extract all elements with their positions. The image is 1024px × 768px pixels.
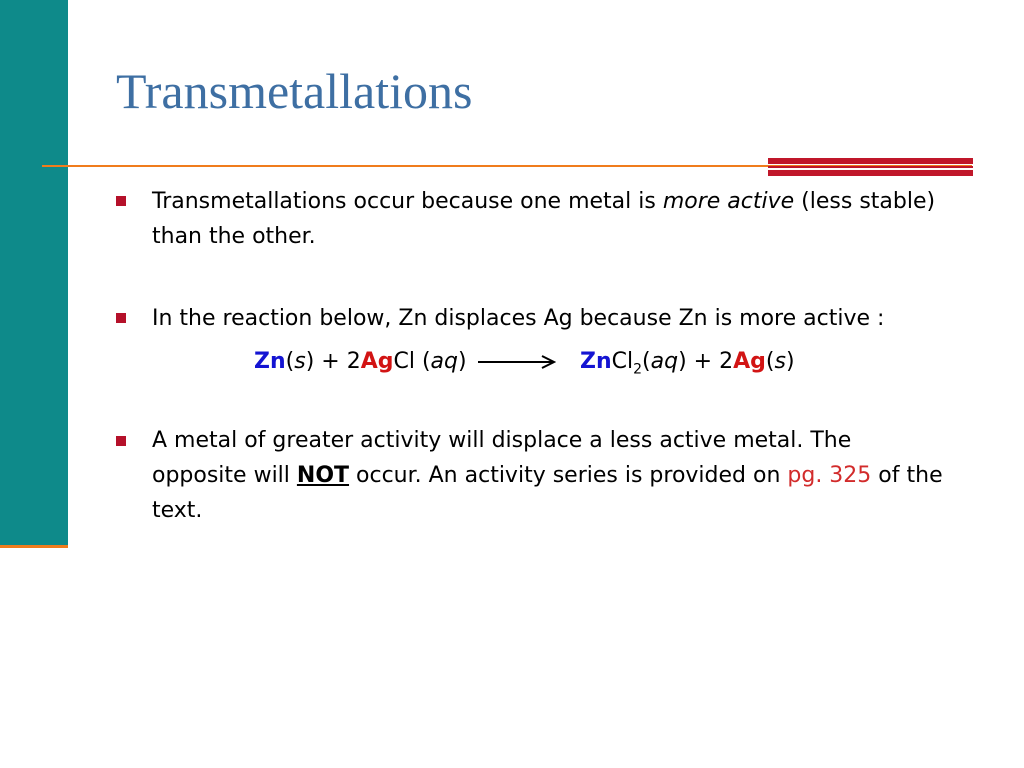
bullet1-text-a: Transmetallations occur because one metal is xyxy=(152,189,663,214)
state-aqueous: aq xyxy=(430,349,458,374)
bullet-text-1 xyxy=(152,184,952,254)
subscript-2: 2 xyxy=(633,361,643,378)
paren: ( xyxy=(765,349,775,374)
bullet-marker-1 xyxy=(116,196,126,206)
bullet-marker-3 xyxy=(116,436,126,446)
equation-products xyxy=(580,344,795,379)
bullet3-not-emphasis: NOT xyxy=(296,463,350,488)
bullet3-text-a: A metal of greater activity will displace a less active metal. The opposite will xyxy=(152,428,852,488)
right-arrow-icon xyxy=(478,355,556,369)
reactant-zn: Zn xyxy=(254,349,286,374)
paren: ) xyxy=(458,349,467,374)
paren: ( xyxy=(642,349,651,374)
bullet-marker-2 xyxy=(116,313,126,323)
reactant-cl: Cl ( xyxy=(393,349,431,374)
paren: ( xyxy=(285,349,295,374)
paren: ) xyxy=(785,349,795,374)
page-reference: pg. 325 xyxy=(787,463,872,488)
bullet1-text-b: (less stable) than the other. xyxy=(152,189,936,249)
product-cl: Cl xyxy=(611,349,634,374)
bullet1-emphasis: more active xyxy=(662,189,795,214)
bullet-text-3 xyxy=(152,423,952,528)
reactant-ag: Ag xyxy=(360,349,394,374)
plus-sign: + 2 xyxy=(314,349,361,374)
plus-sign: + 2 xyxy=(686,349,734,374)
state-aqueous: aq xyxy=(650,349,679,374)
product-zn: Zn xyxy=(580,349,612,374)
divider-accent-block xyxy=(768,158,973,178)
teal-side-bar xyxy=(0,0,68,545)
slide-title: Transmetallations xyxy=(116,63,473,119)
equation-reactants xyxy=(254,344,467,379)
paren: ) xyxy=(305,349,315,374)
bullet-text-2: In the reaction below, Zn displaces Ag because Zn is more active : xyxy=(152,306,885,331)
product-ag: Ag xyxy=(733,349,766,374)
paren: ) xyxy=(678,349,687,374)
bullet3-text-b: occur. An activity series is provided on xyxy=(349,463,788,488)
state-solid: s xyxy=(294,349,306,374)
bullet3-text-c: of the text. xyxy=(152,463,943,523)
side-bar-accent-line xyxy=(0,545,68,548)
state-solid: s xyxy=(774,349,786,374)
